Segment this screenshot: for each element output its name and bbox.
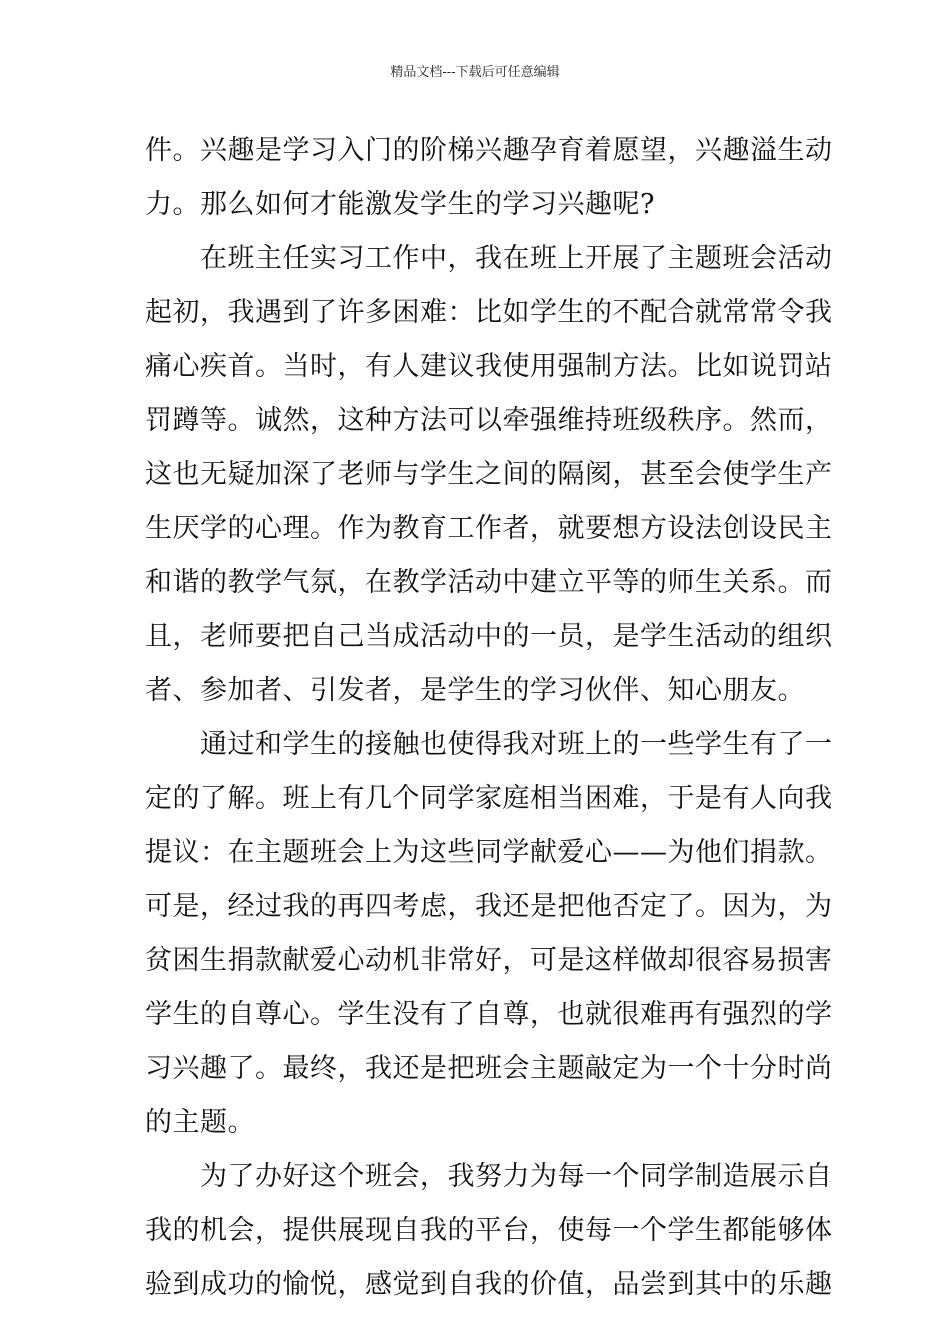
text-line: 的主题。	[145, 1107, 255, 1138]
text-line: 罚蹲等。诚然，这种方法可以牵强维持班级秩序。然而，	[145, 405, 833, 436]
text-line: 提议：在主题班会上为这些同学献爱心——为他们捐款。	[145, 837, 833, 868]
text-line: 验到成功的愉悦，感觉到自我的价值，品尝到其中的乐趣	[145, 1269, 833, 1300]
text-line: 力。那么如何才能激发学生的学习兴趣呢?	[145, 189, 655, 220]
text-line: 这也无疑加深了老师与学生之间的隔阂，甚至会使学生产	[145, 459, 833, 490]
text-line: 件。兴趣是学习入门的阶梯兴趣孕育着愿望，兴趣溢生动	[145, 135, 833, 166]
text-line: 习兴趣了。最终，我还是把班会主题敲定为一个十分时尚	[145, 1053, 833, 1084]
text-line: 痛心疾首。当时，有人建议我使用强制方法。比如说罚站	[145, 351, 833, 382]
text-line: 贫困生捐款献爱心动机非常好，可是这样做却很容易损害	[145, 945, 833, 976]
text-line: 我的机会，提供展现自我的平台，使每一个学生都能够体	[145, 1215, 833, 1246]
text-line: 学生的自尊心。学生没有了自尊，也就很难再有强烈的学	[145, 999, 833, 1030]
text-line: 起初，我遇到了许多困难：比如学生的不配合就常常令我	[145, 297, 833, 328]
text-line: 通过和学生的接触也使得我对班上的一些学生有了一	[145, 729, 833, 760]
text-line: 和谐的教学气氛，在教学活动中建立平等的师生关系。而	[145, 567, 833, 598]
text-line: 可是，经过我的再四考虑，我还是把他否定了。因为，为	[145, 891, 833, 922]
page-header: 精品文档---下载后可任意编辑	[390, 65, 560, 80]
document-body	[145, 124, 833, 1312]
text-line: 者、参加者、引发者，是学生的学习伙伴、知心朋友。	[145, 675, 805, 706]
text-line: 为了办好这个班会，我努力为每一个同学制造展示自	[145, 1161, 833, 1192]
text-line: 在班主任实习工作中，我在班上开展了主题班会活动	[145, 243, 833, 274]
text-line: 定的了解。班上有几个同学家庭相当困难，于是有人向我	[145, 783, 833, 814]
text-line: 生厌学的心理。作为教育工作者，就要想方设法创设民主	[145, 513, 833, 544]
text-line: 且，老师要把自己当成活动中的一员，是学生活动的组织	[145, 621, 833, 652]
